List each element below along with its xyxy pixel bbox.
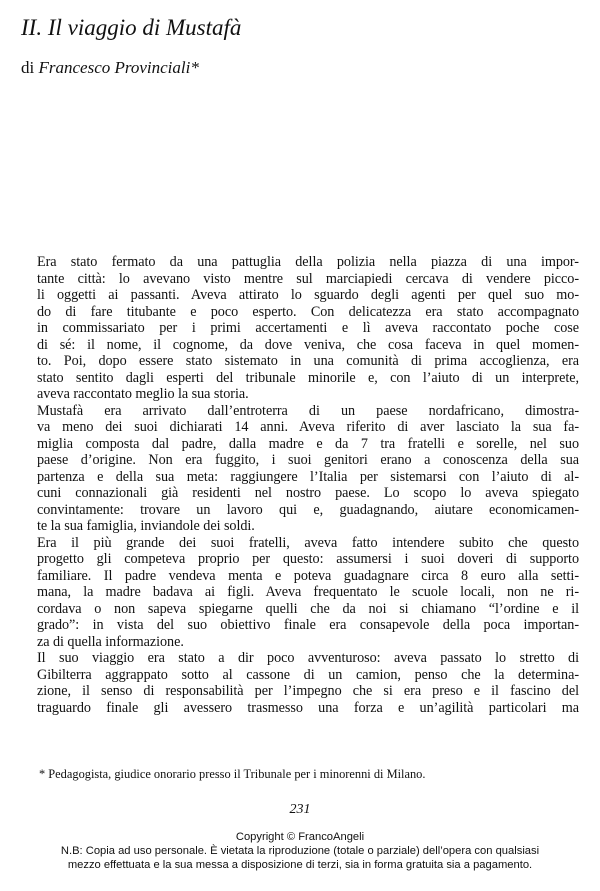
text-line: Il suo viaggio era stato a dir poco avventuroso: aveva passato lo stretto di <box>37 650 579 666</box>
paragraph <box>21 650 579 716</box>
text-line: cuni connazionali già residenti nel nostro paese. Lo scopo lo aveva spiegato <box>37 485 579 501</box>
text-line: zione, il senso di responsabilità per l’impegno che si era preso e il fascino del <box>37 683 579 699</box>
text-line: do di fare titubante e poco esperto. Con delicatezza era stato accompagnato <box>37 303 579 320</box>
author-name: Francesco Provinciali* <box>38 58 199 77</box>
page-number: 231 <box>289 802 311 817</box>
text-line: za di quella informazione. <box>37 633 184 650</box>
text-line: Gibilterra aggrappato sotto al cassone di un camion, penso che la determina- <box>37 666 579 683</box>
body-text <box>21 254 579 716</box>
byline-prefix: di <box>21 58 39 77</box>
text-line: tante città: lo avevano visto mentre sul marciapiedi cercava di vendere picco- <box>37 270 579 287</box>
text-line: aveva raccontato meglio la sua storia. <box>37 386 249 402</box>
text-line: li oggetti ai passanti. Aveva attirato lo sguardo degli agenti per quel suo mo- <box>37 287 579 303</box>
text-line: partenza e della sua meta: raggiungere l’Italia per sistemarsi con l’aiuto di al- <box>37 468 579 485</box>
paragraph <box>21 535 579 651</box>
text-line: miglia composta dal padre, dalla madre e da 7 tra fratelli e sorelle, nel suo <box>37 435 579 452</box>
text-line: to. Poi, dopo essere stato sistemato in una comunità di prima accoglienza, era <box>37 353 579 369</box>
text-line: convintamente: trovare un lavoro qui e, guadagnando, aiutare economicamen- <box>37 501 579 518</box>
text-line: Mustafà era arrivato dall’entroterra di un paese nordafricano, dimostra- <box>37 402 579 419</box>
text-line: te la sua famiglia, inviandole dei soldi. <box>37 518 255 534</box>
text-line: in commissariato per i primi accertamenti e lì aveva raccontato poche cose <box>37 320 579 336</box>
byline <box>21 57 199 79</box>
paragraph <box>21 403 579 535</box>
text-line: familiare. Il padre vendeva menta e poteva guadagnare circa 8 euro alla setti- <box>37 567 579 584</box>
text-line: Era stato fermato da una pattuglia della polizia nella piazza di una impor- <box>37 254 579 270</box>
copyright-notice <box>0 830 600 872</box>
copyright-line: Copyright © FrancoAngeli <box>235 831 365 843</box>
text-line: di sé: il nome, il cognome, da dove veniva, che cosa faceva in quel momen- <box>37 336 579 353</box>
footnote: * Pedagogista, giudice onorario presso il Tribunale per i minorenni di Milano. <box>39 767 426 781</box>
paragraph <box>21 254 579 403</box>
text-line: cordava o non sapeva spiegarne quelli che da noi si chiamano “l’ordine e il <box>37 600 579 617</box>
text-line: grado”: in vista del suo obiettivo finale era consapevole della poca importan- <box>37 617 579 633</box>
text-line: va meno dei suoi dichiarati 14 anni. Aveva riferito di aver lasciato la sua fa- <box>37 419 579 435</box>
copyright-disclaimer-line: mezzo effettuata e la sua messa a disposizione di terzi, sia in forma gratuita sia a pagamento. <box>67 859 533 871</box>
copyright-disclaimer-line: N.B: Copia ad uso personale. È vietata la riproduzione (totale o parziale) dell’opera con qualsiasi <box>60 845 540 857</box>
text-line: stato sentito dagli esperti del tribunale minorile e, con l’aiuto di un interprete, <box>37 369 579 386</box>
text-line: paese d’origine. Non era fuggito, i suoi genitori erano a conoscenza della sua <box>37 452 579 468</box>
text-line: mana, la madre badava ai figli. Aveva frequentato le scuole locali, non ne ri- <box>37 584 579 600</box>
text-line: Era il più grande dei suoi fratelli, aveva fatto intendere subito che questo <box>37 534 579 551</box>
chapter-title: II. Il viaggio di Mustafà <box>21 15 242 40</box>
text-line: progetto gli competeva proprio per questo: assumersi i suoi doveri di supporto <box>37 551 579 567</box>
text-line: traguardo finale gli avessero trasmesso una forza e un’agilità particolari ma <box>37 699 579 716</box>
